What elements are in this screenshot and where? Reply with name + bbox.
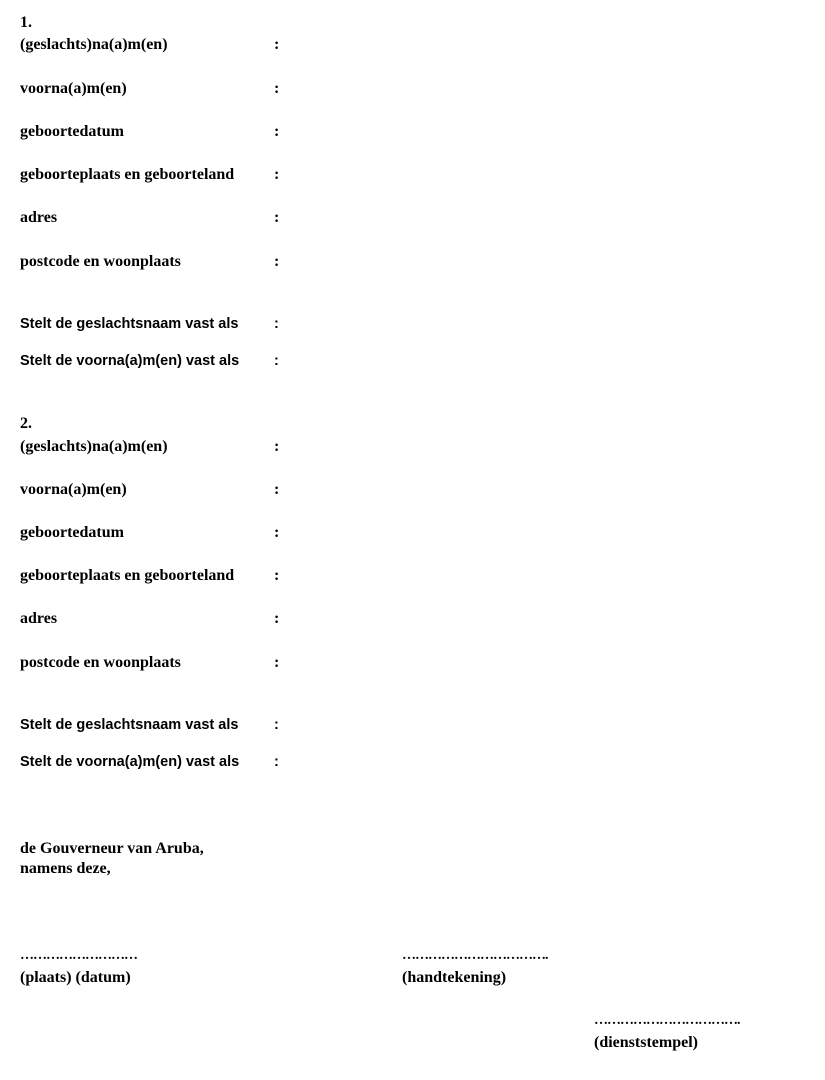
authority-line-1: de Gouverneur van Aruba, (20, 840, 204, 857)
person-1-birthdate-label: geboortedatum (20, 123, 124, 140)
person-2-set-surname-label: Stelt de geslachtsnaam vast als (20, 717, 239, 733)
person-1-set-surname-colon: : (274, 316, 279, 332)
person-2-address-colon: : (274, 610, 280, 627)
person-2-set-surname-colon: : (274, 717, 279, 733)
person-2-firstnames-colon: : (274, 481, 280, 498)
person-1-address-colon: : (274, 209, 280, 226)
person-2-birthplace-colon: : (274, 567, 280, 584)
person-2-birthplace-label: geboorteplaats en geboorteland (20, 567, 235, 584)
stamp-label: (dienststempel) (594, 1034, 698, 1051)
place-date-label: (plaats) (datum) (20, 969, 131, 986)
person-2-postcode-label: postcode en woonplaats (20, 654, 181, 671)
person-1-set-surname-label: Stelt de geslachtsnaam vast als (20, 316, 239, 332)
person-1-postcode-colon: : (274, 253, 280, 270)
stamp-dotted-line: ……………………………. (594, 1013, 740, 1028)
signature-label: (handtekening) (402, 969, 507, 986)
person-2-address-label: adres (20, 610, 58, 627)
person-2-surname-colon: : (274, 438, 280, 455)
person-1-firstnames-colon: : (274, 80, 280, 97)
person-1-surname-colon: : (274, 36, 280, 53)
person-2-firstnames-label: voorna(a)m(en) (20, 481, 127, 498)
person-1-postcode-label: postcode en woonplaats (20, 253, 181, 270)
person-2-set-firstnames-colon: : (274, 754, 279, 770)
place-date-dotted-line: ……………………… (20, 948, 137, 963)
person-2-birthdate-colon: : (274, 524, 280, 541)
person-1-firstnames-label: voorna(a)m(en) (20, 80, 127, 97)
signature-dotted-line: ……………………………. (402, 948, 548, 963)
person-1-set-firstnames-label: Stelt de voorna(a)m(en) vast als (20, 353, 240, 369)
person-2-birthdate-label: geboortedatum (20, 524, 124, 541)
person-1-set-firstnames-colon: : (274, 353, 279, 369)
person-1-birthplace-colon: : (274, 166, 280, 183)
person-2-postcode-colon: : (274, 654, 280, 671)
person-2-set-firstnames-label: Stelt de voorna(a)m(en) vast als (20, 754, 240, 770)
person-2-surname-label: (geslachts)na(a)m(en) (20, 438, 168, 455)
person-1-birthplace-label: geboorteplaats en geboorteland (20, 166, 235, 183)
person-1-number: 1. (20, 14, 32, 31)
authority-line-2: namens deze, (20, 860, 111, 877)
person-1-surname-label: (geslachts)na(a)m(en) (20, 36, 168, 53)
person-1-address-label: adres (20, 209, 58, 226)
person-2-number: 2. (20, 415, 32, 432)
person-1-birthdate-colon: : (274, 123, 280, 140)
